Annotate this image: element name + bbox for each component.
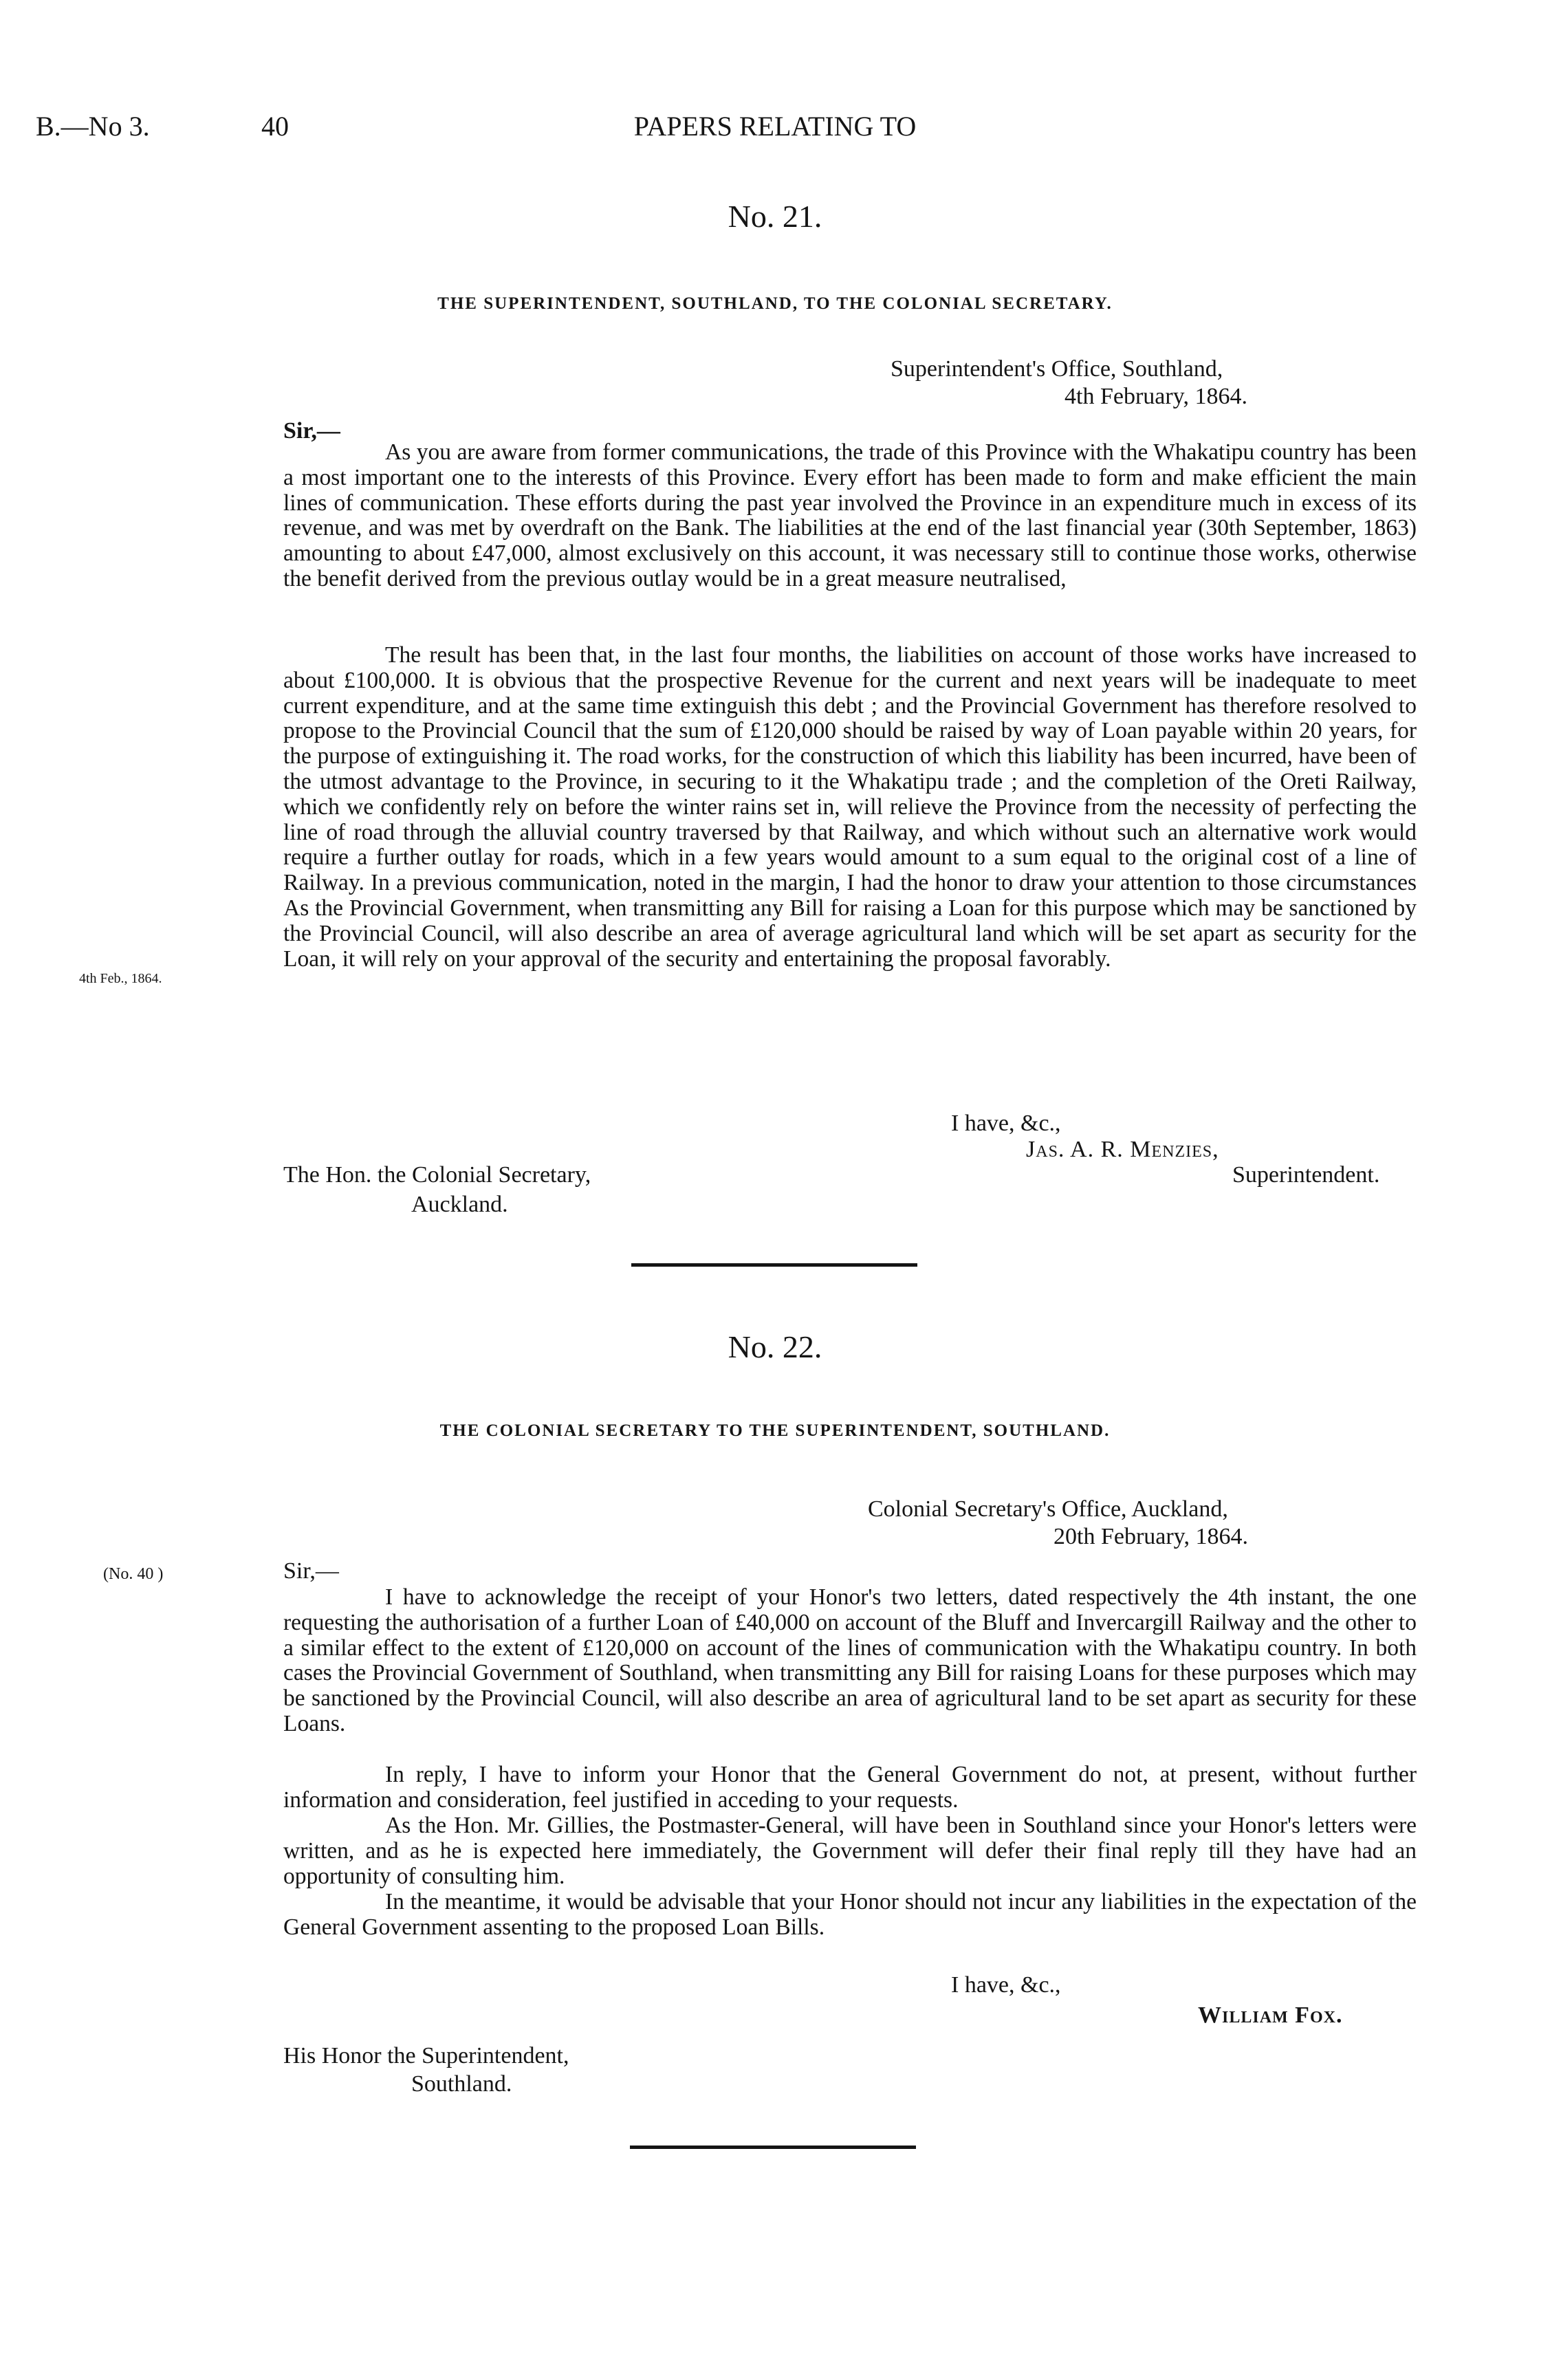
letter-22-paragraph-text: In reply, I have to inform your Honor that the General Government do not, at present, without further information and consideration, feel justified in acceding to your requests. — [283, 1762, 1417, 1813]
letter-22-salutation: Sir,— — [283, 1558, 339, 1584]
letter-21-paragraph — [283, 440, 1417, 592]
letter-22-paragraph — [283, 1813, 1417, 1889]
letter-21-number: No. 21. — [728, 199, 822, 234]
margin-note: (No. 40 ) — [103, 1565, 164, 1583]
margin-note: 4th Feb., 1864. — [79, 971, 162, 986]
letter-21-heading: THE SUPERINTENDENT, SOUTHLAND, TO THE COLONIAL SECRETARY. — [437, 294, 1113, 313]
letter-22-address: Colonial Secretary's Office, Auckland, — [868, 1496, 1228, 1522]
letter-22-signature: William Fox. — [1198, 2002, 1343, 2028]
letter-21-signature-title: Superintendent. — [1232, 1162, 1380, 1188]
section-divider — [630, 2146, 916, 2149]
letter-22-paragraph-text: As the Hon. Mr. Gillies, the Postmaster-General, will have been in Southland since your Honor's letters were written, and as he is expected here immediately, the Government will defer their final reply till they have had an opportunity of consulting him. — [283, 1813, 1417, 1889]
letter-21-closing: I have, &c., — [951, 1111, 1061, 1136]
letter-22-addressee-city: Southland. — [411, 2071, 512, 2097]
page-title: PAPERS RELATING TO — [633, 111, 917, 142]
letter-21-date: 4th February, 1864. — [1065, 384, 1247, 409]
letter-22-paragraph — [283, 1585, 1417, 1737]
series-reference: B.—No 3. — [36, 111, 150, 142]
letter-21-paragraph — [283, 643, 1417, 972]
letter-22-number: No. 22. — [728, 1329, 822, 1364]
letter-22-date: 20th February, 1864. — [1054, 1524, 1248, 1549]
letter-21-paragraph-text: As you are aware from former communications, the trade of this Province with the Whakatipu country has been a most important one to the interests of this Province. Every effort has been made to form and make efficient the main lines of communication. These efforts during the past year involved the Province in an expenditure much in excess of its revenue, and was met by overdraft on the Bank. The liabilities at the end of the last financial year (30th September, 1863) amounting to about £47,000, almost exclusively on this account, it was necessary still to continue those works, otherwise the benefit derived from the previous outlay would be in a great measure neutralised, — [283, 439, 1417, 591]
letter-21-addressee-city: Auckland. — [411, 1192, 508, 1217]
letter-22-paragraph — [283, 1762, 1417, 1813]
letter-21-addressee: The Hon. the Colonial Secretary, — [283, 1162, 591, 1188]
page-number: 40 — [261, 111, 289, 142]
letter-21-salutation: Sir,— — [283, 418, 340, 444]
letter-21-address: Superintendent's Office, Southland, — [891, 356, 1223, 382]
letter-22-paragraph — [283, 1890, 1417, 1941]
letter-22-paragraph-text: I have to acknowledge the receipt of your Honor's two letters, dated respectively the 4th instant, the one requesting the authorisation of a further Loan of £40,000 on account of the Bluff and Invercargill Railway and the other to a similar effect to the extent of £120,000 on account of the lines of communication with the Whakatipu country. In both cases the Provincial Government of Southland, when transmitting any Bill for raising Loans for these purposes which may be sanctioned by the Provincial Council, will also describe an area of agricultural land to be set apart as security for these Loans. — [283, 1584, 1417, 1736]
letter-22-addressee: His Honor the Superintendent, — [283, 2043, 569, 2068]
letter-22-paragraph-text: In the meantime, it would be advisable that your Honor should not incur any liabilities in the expectation of the General Government assenting to the proposed Loan Bills. — [283, 1889, 1417, 1940]
letter-22-heading: THE COLONIAL SECRETARY TO THE SUPERINTENDENT, SOUTHLAND. — [439, 1421, 1111, 1440]
letter-21-paragraph-text: The result has been that, in the last four months, the liabilities on account of those works have increased to about £100,000. It is obvious that the prospective Revenue for the current and next years will be inadequate to meet current expenditure, and at the same time extinguish this debt ; and the Provincial Government has therefore resolved to propose to the Provincial Council that the sum of £120,000 should be raised by way of Loan payable within 20 years, for the purpose of extinguishing it. The road works, for the construction of which this liability has been incurred, have been of the utmost advantage to the Province, in securing to it the Whakatipu trade ; and the completion of the Oreti Railway, which we confidently rely on before the winter rains set in, will relieve the Province from the necessity of perfecting the line of road through the alluvial country traversed by that Railway, and which without such an alternative work would require a further outlay for roads, which in a few years would amount to a sum equal to the original cost of a line of Railway. In a previous communication, noted in the margin, I had the honor to draw your attention to those circumstances As the Provincial Government, when transmitting any Bill for raising a Loan for this purpose which may be sanctioned by the Provincial Council, will also describe an area of average agricultural land which will be set apart as security for the Loan, it will rely on your approval of the security and entertaining the proposal favorably. — [283, 642, 1417, 972]
letter-21-signature: Jas. A. R. Menzies, — [1026, 1137, 1219, 1162]
letter-22-closing: I have, &c., — [951, 1972, 1061, 1998]
section-divider — [631, 1263, 917, 1267]
